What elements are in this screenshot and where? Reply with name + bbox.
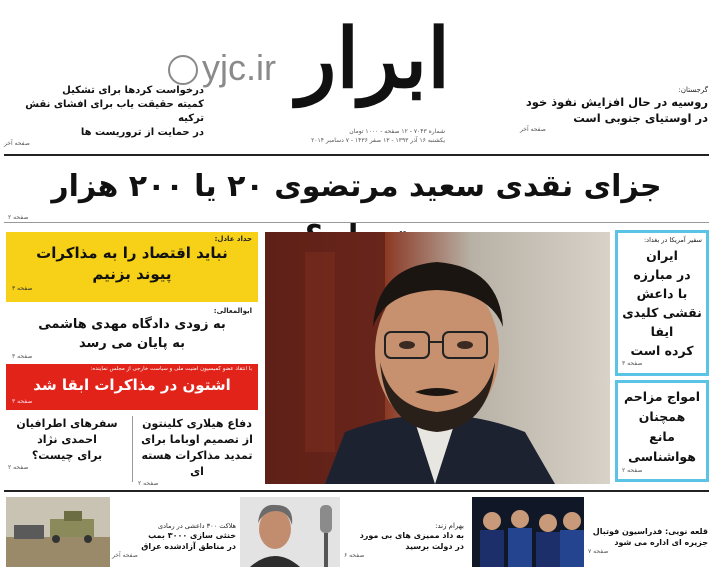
box-kicker: حداد عادل: — [214, 235, 252, 243]
box-line-1: به زودی دادگاه مهدی هاشمی — [38, 317, 226, 332]
right-box-2 — [615, 380, 709, 482]
strip-item-1 — [588, 526, 708, 555]
date-line: یکشنبه ۱۶ آذر ۱۳۹۳ - ۱۳ صفر ۱۴۳۶ - ۷ دسامبر ۲۰۱۴ — [311, 137, 445, 144]
strip-item-2 — [344, 522, 464, 559]
box-page: صفحه ۳ — [12, 398, 33, 405]
divider — [4, 154, 709, 156]
item-line-2: در مناطق آزادشده عراق — [141, 542, 236, 551]
box1-line-2: در مبارزه — [633, 267, 691, 282]
main-headline: جزای نقدی سعید مرتضوی ۲۰ یا ۲۰۰ هزار — [51, 169, 662, 204]
item-line-2: از تصمیم اوباما برای — [141, 433, 253, 446]
item-page: صفحه ۲ — [138, 480, 159, 487]
box-lines — [622, 387, 702, 467]
item-line-2: جزیره ای اداره می شود — [614, 538, 708, 547]
top-left-teaser — [4, 84, 204, 147]
red-box — [6, 364, 258, 410]
item-line-2: در دولت برسید — [405, 542, 464, 551]
issue-line: شماره ۷۰۴۳ - ۱۲ صفحه - ۱۰۰۰ تومان — [349, 128, 445, 135]
item-kicker: بهرام زند: — [435, 522, 464, 530]
teaser-page: صفحه آخر — [520, 126, 546, 133]
strip-photo-1 — [472, 497, 584, 567]
top-right-teaser — [520, 86, 708, 133]
item-line-1: به داد ممیزی های بی مورد — [359, 531, 464, 540]
item-page: صفحه آخر — [112, 552, 138, 559]
bottom-small-left — [6, 414, 128, 484]
box-lines — [622, 246, 702, 360]
box2-line-2: همچنان — [638, 409, 686, 424]
item-line-1: سفرهای اطرافیان — [16, 417, 118, 430]
main-headline-page: صفحه ۲ — [8, 214, 29, 221]
white-box — [6, 304, 258, 362]
bottom-small-right — [136, 414, 258, 487]
item-line-2: احمدی نژاد — [37, 433, 97, 446]
item-line-3: برای چیست؟ — [31, 449, 103, 462]
strip-photo-3 — [6, 497, 110, 567]
box-kicker: با انتقاد عضو کمیسیون امنیت ملی و سیاست خارجی از مجلس نماینده: — [90, 366, 252, 372]
item-page: صفحه ۲ — [8, 464, 29, 471]
teaser-kicker: گرجستان: — [678, 86, 708, 94]
box-kicker: ابوالمعالی: — [213, 307, 252, 315]
item-line-1: دفاع هیلاری کلینتون — [142, 417, 252, 430]
item-kicker-line — [588, 526, 708, 537]
item-page: صفحه ۷ — [588, 548, 609, 555]
portrait-illustration — [265, 232, 610, 484]
box-page: صفحه ۳ — [622, 360, 643, 367]
box2-line-1: امواج مزاحم — [623, 389, 701, 404]
item-kicker: قلعه نویی: — [665, 527, 708, 536]
item-page: صفحه ۶ — [344, 552, 365, 559]
teaser-headline-2: کمیته حقیقت یاب برای افشای نقش ترکیه — [25, 99, 204, 124]
box-kicker: سفیر آمریکا در بغداد: — [643, 236, 702, 244]
watermark-text: yjc.ir — [202, 47, 276, 88]
teaser-headline-1: روسیه در حال افزایش نفوذ خود — [525, 95, 708, 109]
teaser-headline-3: در حمایت از تروریست ها — [80, 127, 204, 138]
box-line-2: به پایان می رسد — [79, 336, 185, 351]
box2-line-3: مانع — [649, 429, 675, 444]
box-page: صفحه ۳ — [12, 353, 33, 360]
main-photo — [265, 232, 610, 484]
yellow-box — [6, 232, 258, 302]
box-page: صفحه ۲ — [622, 467, 643, 474]
strip-photo-2 — [240, 497, 340, 567]
teaser-page: صفحه آخر — [4, 140, 30, 147]
box1-line-1: ایران — [646, 248, 678, 263]
watermark-logo — [168, 48, 328, 88]
box-line-1: نباید اقتصاد را به مذاکرات — [36, 244, 228, 262]
box-page: صفحه ۳ — [12, 285, 33, 292]
right-box-1 — [615, 230, 709, 376]
box1-line-5: ایفا — [650, 324, 674, 339]
item-line-1: فدراسیون فوتبال — [592, 527, 663, 536]
watermark-icon — [168, 55, 198, 85]
box1-line-3: با داعش — [636, 286, 688, 301]
box2-line-4: هواشناسی — [628, 449, 696, 464]
teaser-headline-1: درخواست کردها برای تشکیل — [62, 85, 204, 96]
strip-item-3 — [112, 522, 236, 559]
item-line-3: تمدید مذاکرات هسته ای — [141, 449, 253, 478]
box1-line-6: کرده است — [630, 343, 694, 358]
masthead-title: ابرار — [296, 11, 450, 107]
divider — [4, 222, 709, 223]
box-line-2: پیوند بزنیم — [92, 265, 172, 283]
box1-line-4: نقشی کلیدی — [622, 305, 702, 320]
divider — [4, 490, 709, 492]
man-portrait-illustration — [240, 497, 340, 567]
item-kicker: هلاکت ۳۰۰ داعشی در رمادی — [158, 522, 236, 530]
teaser-headline-2: در اوستیای جنوبی است — [573, 111, 708, 125]
military-vehicles-illustration — [6, 497, 110, 567]
football-team-illustration — [472, 497, 584, 567]
item-line-1: خنثی سازی ۳۰۰۰ بمب — [148, 531, 236, 540]
box-headline: اشتون در مذاکرات ابقا شد — [33, 376, 231, 394]
divider — [132, 416, 133, 482]
